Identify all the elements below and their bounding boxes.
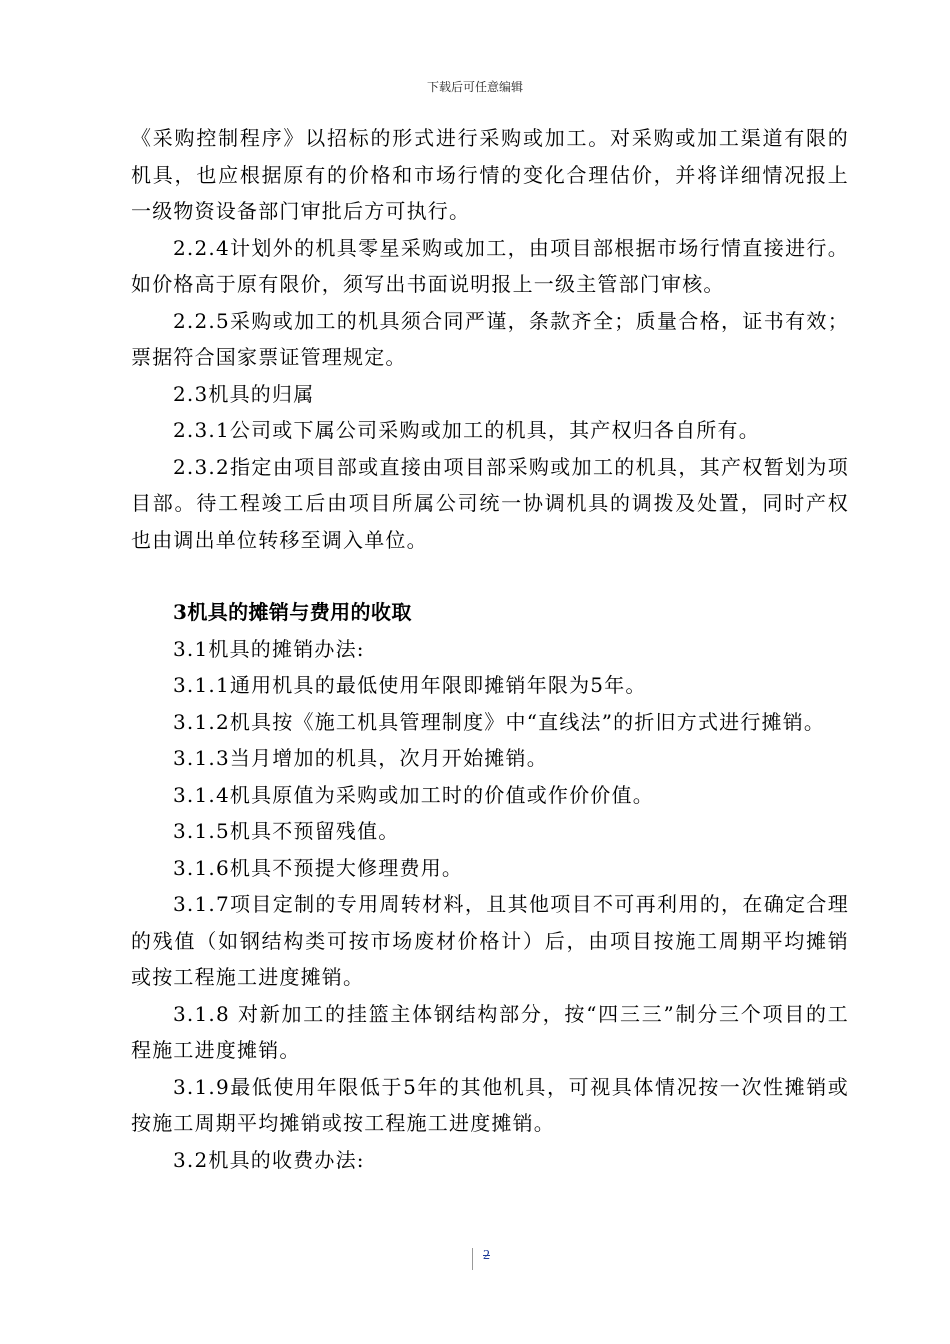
paragraph: 2.3.1公司或下属公司采购或加工的机具，其产权归各自所有。 [173, 418, 760, 442]
section-heading: 3机具的摊销与费用的收取 [173, 600, 412, 624]
paragraph: 3.1.4机具原值为采购或加工时的价值或作价价值。 [173, 782, 654, 807]
paragraph: 2.3.2指定由项目部或直接由项目部采购或加工的机具，其产权暂划为项目部。待工程竣工后由项目所属公司统一协调机具的调拨及处置，同时产权也由调出单位转移至调入单位。 [131, 454, 849, 552]
section-subheading: 2.3机具的归属 [173, 381, 315, 406]
paragraph: 3.1.8 对新加工的挂篮主体钢结构部分，按“四三三”制分三个项目的工程施工进度摊销。 [131, 1001, 849, 1062]
page-footer [472, 1248, 513, 1270]
paragraph: 2.2.5采购或加工的机具须合同严谨，条款齐全；质量合格，证书有效；票据符合国家票证管理规定。 [131, 308, 849, 369]
page-header: 下载后可任意编辑 [426, 80, 523, 94]
page-number: 2 [483, 1248, 490, 1263]
paragraph: 《采购控制程序》以招标的形式进行采购或加工。对采购或加工渠道有限的机具，也应根据原有的价格和市场行情的变化合理估价，并将详细情况报上一级物资设备部门审批后方可执行。 [131, 126, 849, 223]
section-subheading: 3.2机具的收费办法: [173, 1147, 365, 1172]
paragraph: 3.1.9最低使用年限低于5年的其他机具，可视具体情况按一次性摊销或按施工周期平均摊销或按工程施工进度摊销。 [131, 1074, 849, 1135]
paragraph: 3.1.5机具不预留残值。 [173, 819, 400, 843]
paragraph: 3.1.1通用机具的最低使用年限即摊销年限为5年。 [173, 673, 647, 697]
paragraph: 3.1.6机具不预提大修理费用。 [173, 855, 464, 880]
section-subheading: 3.1机具的摊销办法: [173, 636, 365, 661]
paragraph: 3.1.2机具按《施工机具管理制度》中“直线法”的折旧方式进行摊销。 [173, 709, 826, 734]
document-body [131, 120, 849, 1178]
blank-line [131, 558, 849, 594]
paragraph: 3.1.7项目定制的专用周转材料，且其他项目不可再利用的，在确定合理的残值（如钢结构类可按市场废材价格计）后，由项目按施工周期平均摊销或按工程施工进度摊销。 [131, 892, 849, 989]
paragraph: 2.2.4计划外的机具零星采购或加工，由项目部根据市场行情直接进行。如价格高于原有限价，须写出书面说明报上一级主管部门审核。 [131, 235, 849, 296]
paragraph: 3.1.3当月增加的机具，次月开始摊销。 [173, 746, 548, 770]
